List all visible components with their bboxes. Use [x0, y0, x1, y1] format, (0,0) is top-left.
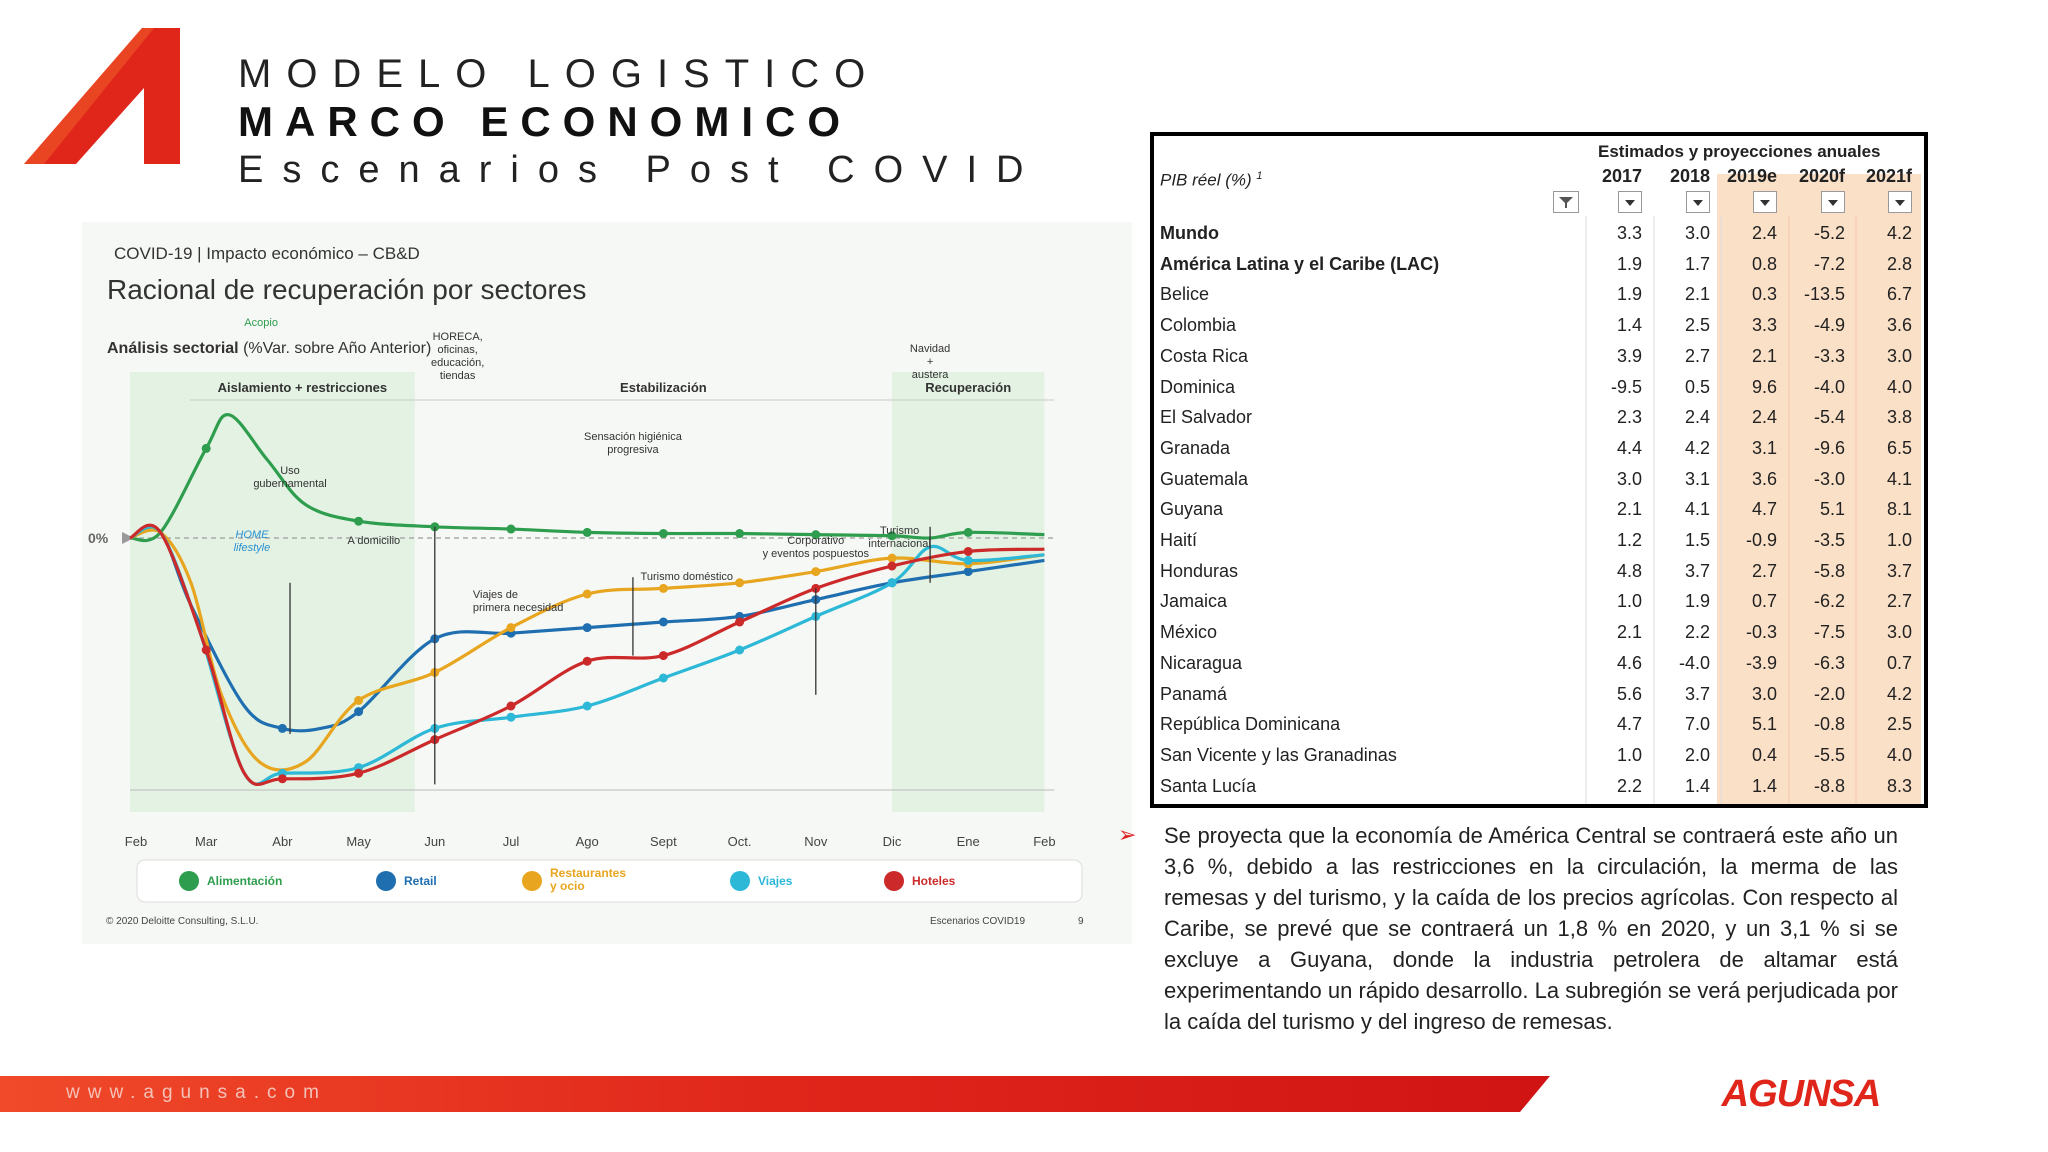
legend-swatch: [179, 871, 199, 891]
country-name: Belice: [1160, 284, 1210, 305]
table-row: [1154, 494, 1924, 525]
table-cell: 4.1: [1886, 468, 1912, 489]
country-name: Santa Lucía: [1160, 775, 1257, 796]
series-point: [507, 525, 516, 534]
table-row: [1154, 525, 1924, 556]
annotation-label: Viajes de primera necesidad: [472, 589, 564, 614]
analysis-rest: (%Var. sobre Año Anterior): [243, 340, 432, 357]
table-cell: 0.5: [1684, 376, 1710, 397]
chart-footer-page: 9: [1078, 916, 1084, 927]
series-point: [659, 584, 668, 593]
series-point: [354, 707, 363, 716]
table-cell: 3.7: [1684, 683, 1710, 704]
table-cell: 6.5: [1886, 437, 1912, 458]
column-dropdown-button[interactable]: [1686, 191, 1710, 213]
table-cell: -5.4: [1813, 407, 1845, 428]
table-cell: 3.0: [1684, 223, 1710, 243]
series-point: [507, 713, 516, 722]
series-point: [735, 578, 744, 587]
table-cell: -0.8: [1813, 714, 1845, 735]
table-cell: 3.0: [1616, 468, 1642, 489]
series-point: [964, 556, 973, 565]
table-cell: 4.6: [1616, 652, 1642, 673]
analysis-bold: Análisis sectorial: [107, 340, 239, 357]
table-row: [1154, 433, 1924, 464]
table-cell: 2.1: [1751, 345, 1777, 366]
table-row: [1154, 249, 1924, 280]
table-cell: 7.0: [1684, 714, 1710, 735]
table-cell: 1.4: [1616, 315, 1642, 336]
legend-label: Hoteles: [912, 874, 956, 888]
series-point: [278, 724, 287, 733]
arrow-bullet-icon: ➢: [1118, 822, 1137, 847]
country-name: Nicaragua: [1160, 652, 1243, 673]
table-row: [1154, 617, 1924, 648]
filter-dropdown-button[interactable]: [1553, 191, 1579, 213]
pib-footnote: 1: [1256, 170, 1263, 182]
table-cell: 4.7: [1751, 499, 1777, 520]
table-cell: 3.7: [1684, 560, 1710, 581]
country-name: México: [1160, 622, 1218, 643]
table-cell: 2.4: [1684, 407, 1710, 428]
year-header: 2017: [1601, 166, 1642, 186]
title-line-3: Escenarios Post COVID: [238, 149, 1043, 191]
table-row: [1154, 586, 1924, 617]
series-point: [583, 528, 592, 537]
table-cell: 0.4: [1751, 744, 1777, 765]
series-point: [888, 562, 897, 571]
pib-label-text: PIB réel (%): [1160, 170, 1252, 190]
table-cell: 3.6: [1751, 468, 1777, 489]
title-line-2: MARCO ECONOMICO: [238, 98, 852, 145]
table-cell: -6.3: [1813, 652, 1845, 673]
legend-label: Viajes: [758, 874, 793, 888]
table-cell: 2.2: [1684, 622, 1710, 643]
series-point: [507, 623, 516, 632]
table-cell: 2.2: [1616, 775, 1642, 796]
country-name: Costa Rica: [1160, 345, 1249, 366]
table-cell: -7.2: [1813, 253, 1845, 274]
table-row: [1154, 771, 1924, 802]
table-cell: 0.7: [1751, 591, 1777, 612]
country-name: Colombia: [1160, 315, 1237, 336]
table-cell: -3.5: [1813, 530, 1845, 550]
legend-label: Alimentación: [207, 874, 283, 888]
series-point: [278, 774, 287, 783]
table-row: [1154, 556, 1924, 587]
table-cell: 0.7: [1886, 652, 1912, 673]
table-cell: 4.2: [1886, 223, 1912, 243]
table-cell: 4.4: [1616, 437, 1642, 458]
table-row: [1154, 679, 1924, 710]
series-point: [964, 567, 973, 576]
column-dropdown-button[interactable]: [1888, 191, 1912, 213]
table-cell: 1.0: [1616, 591, 1642, 612]
gdp-table: [1150, 132, 1928, 808]
column-dropdown-button[interactable]: [1753, 191, 1777, 213]
year-header: 2018: [1669, 166, 1710, 186]
series-point: [735, 529, 744, 538]
table-cell: 1.9: [1684, 591, 1710, 612]
table-cell: -5.2: [1813, 223, 1845, 243]
country-name: República Dominicana: [1160, 714, 1341, 735]
table-cell: -9.5: [1610, 376, 1642, 397]
table-cell: 1.0: [1616, 744, 1642, 765]
series-point: [354, 517, 363, 526]
table-cell: 4.0: [1886, 744, 1912, 765]
table-pib-label: [1160, 170, 1263, 191]
table-cell: 3.1: [1751, 437, 1777, 458]
table-cell: -4.0: [1813, 376, 1845, 397]
series-point: [811, 567, 820, 576]
series-point: [202, 444, 211, 453]
table-cell: 2.1: [1684, 284, 1710, 305]
table-cell: 2.5: [1684, 315, 1710, 336]
series-point: [659, 674, 668, 683]
x-tick-label: Feb: [124, 834, 148, 849]
table-row: [1154, 464, 1924, 495]
table-cell: -13.5: [1803, 284, 1845, 305]
filter-icon: [1554, 192, 1578, 212]
table-cell: 3.3: [1616, 223, 1642, 243]
table-cell: -0.3: [1745, 622, 1777, 643]
country-name: Mundo: [1160, 223, 1219, 243]
table-cell: 3.8: [1886, 407, 1912, 428]
table-cell: 5.6: [1616, 683, 1642, 704]
table-cell: 5.1: [1819, 499, 1845, 520]
footer-url[interactable]: www.agunsa.com: [66, 1082, 327, 1103]
column-dropdown-button[interactable]: [1618, 191, 1642, 213]
x-tick-label: Sept: [650, 834, 677, 849]
table-row: [1154, 310, 1924, 341]
annotation-label: Uso gubernamental: [253, 465, 327, 490]
table-cell: 4.8: [1616, 560, 1642, 581]
legend-swatch: [376, 871, 396, 891]
series-point: [888, 554, 897, 563]
chart-footer-copyright: © 2020 Deloitte Consulting, S.L.U.: [106, 916, 259, 927]
series-point: [354, 696, 363, 705]
x-tick-label: Dic: [882, 834, 902, 849]
table-cell: -4.9: [1813, 315, 1845, 336]
table-cell: 4.1: [1684, 499, 1710, 520]
country-name: Jamaica: [1160, 591, 1228, 612]
table-cell: 1.4: [1684, 775, 1710, 796]
brand-text: AGUNSA: [1721, 1073, 1881, 1114]
x-tick-label: Feb: [1033, 834, 1056, 849]
table-row: [1154, 648, 1924, 679]
table-cell: -8.8: [1813, 775, 1845, 796]
legend-label: Retail: [404, 874, 437, 888]
country-name: Dominica: [1160, 376, 1236, 397]
table-row: [1154, 218, 1924, 249]
table-cell: 8.3: [1886, 775, 1912, 796]
table-cell: 3.1: [1684, 468, 1710, 489]
sector-recovery-chart-panel: [82, 222, 1132, 944]
year-header: 2020f: [1798, 166, 1845, 186]
x-tick-label: Ago: [575, 834, 599, 849]
table-cell: 2.7: [1886, 591, 1912, 612]
series-point: [659, 651, 668, 660]
annotation-label: Turismo internacional: [868, 525, 931, 550]
table-cell: -4.0: [1678, 652, 1710, 673]
annotation-label: Turismo doméstico: [640, 571, 734, 583]
x-tick-label: Ene: [956, 834, 980, 849]
table-cell: 4.0: [1886, 376, 1912, 397]
chart-subtitle: COVID-19 | Impacto económico – CB&D: [114, 244, 420, 263]
table-cell: 3.7: [1886, 560, 1912, 581]
year-header: 2019e: [1726, 166, 1777, 186]
phase-label: Estabilización: [620, 380, 707, 395]
series-point: [202, 646, 211, 655]
table-cell: 1.5: [1684, 530, 1710, 550]
table-cell: 5.1: [1751, 714, 1777, 735]
table-row: [1154, 402, 1924, 433]
column-dropdown-button[interactable]: [1821, 191, 1845, 213]
table-row: [1154, 341, 1924, 372]
table-cell: -0.9: [1745, 530, 1777, 550]
series-point: [583, 657, 592, 666]
table-cell: 1.4: [1751, 775, 1777, 796]
x-tick-label: Nov: [804, 834, 828, 849]
chart-title: Racional de recuperación por sectores: [107, 274, 587, 305]
table-cell: -3.3: [1813, 345, 1845, 366]
table-cell: 3.0: [1886, 345, 1912, 366]
country-name: Guyana: [1160, 499, 1224, 520]
table-cell: -5.8: [1813, 560, 1845, 581]
table-cell: 3.0: [1886, 622, 1912, 643]
legend-swatch: [522, 871, 542, 891]
table-row: [1154, 279, 1924, 310]
legend-swatch: [884, 871, 904, 891]
country-name: Honduras: [1160, 560, 1239, 581]
table-cell: 2.7: [1684, 345, 1710, 366]
annotation-label: A domicilio: [347, 535, 401, 547]
series-point: [888, 578, 897, 587]
annotation-label: Corporativo y eventos pospuestos: [762, 535, 870, 560]
x-tick-label: May: [346, 834, 371, 849]
table-cell: 2.4: [1751, 407, 1777, 428]
series-point: [735, 646, 744, 655]
series-point: [659, 529, 668, 538]
table-cell: 3.6: [1886, 315, 1912, 336]
series-point: [735, 618, 744, 627]
year-header: 2021f: [1865, 166, 1912, 186]
table-cell: 1.9: [1616, 253, 1642, 274]
table-cell: 1.7: [1684, 253, 1710, 274]
header-titles: [238, 52, 1042, 192]
series-point: [354, 769, 363, 778]
country-name: San Vicente y las Granadinas: [1160, 744, 1397, 765]
x-tick-label: Jul: [502, 834, 520, 849]
table-cell: 0.8: [1751, 253, 1777, 274]
annotation-label: Sensación higiénica progresiva: [583, 431, 682, 456]
table-cell: 1.9: [1616, 284, 1642, 305]
country-name: El Salvador: [1160, 407, 1253, 428]
table-cell: 1.0: [1886, 530, 1912, 550]
legend-label: Restaurantes y ocio: [550, 866, 627, 893]
x-tick-label: Abr: [272, 834, 293, 849]
table-cell: 4.2: [1886, 683, 1912, 704]
phase-bg-recuperacion: [892, 372, 1044, 812]
table-row: [1154, 740, 1924, 771]
country-name: Guatemala: [1160, 468, 1249, 489]
table-row: [1154, 709, 1924, 740]
table-cell: -3.0: [1813, 468, 1845, 489]
series-point: [583, 590, 592, 599]
table-cell: 0.3: [1751, 284, 1777, 305]
annotation-label: Navidad + austera: [909, 343, 951, 381]
table-cell: -9.6: [1813, 437, 1845, 458]
table-row: [1154, 372, 1924, 403]
x-tick-label: Jun: [424, 834, 446, 849]
commentary-paragraph: Se proyecta que la economía de América Central se contraerá este año un 3,6 %, debido a las restricciones en la circulación, la merma de las remesas y del turismo, y la caída de los precios agrícolas. Con respecto al Caribe, se prevé que se contraerá un 1,8 % en 2020, y un 3,1 % si se excluye a Guyana, donde la industria petrolera de altamar está experimentando un rápido desarrollo. La subregión se verá perjudicada por la caída del turismo y del ingreso de remesas.: [1164, 823, 1898, 1034]
phase-label: Aislamiento + restricciones: [217, 380, 388, 395]
country-name: Granada: [1160, 437, 1231, 458]
country-name: Panamá: [1160, 683, 1228, 704]
table-cell: 2.1: [1616, 499, 1642, 520]
annotation-label: HOME lifestyle: [233, 529, 271, 554]
table-cell: -2.0: [1813, 683, 1845, 704]
table-cell: -5.5: [1813, 744, 1845, 765]
table-cell: -7.5: [1813, 622, 1845, 643]
table-cell: 8.1: [1886, 499, 1912, 520]
table-cell: 2.5: [1886, 714, 1912, 735]
table-cell: 2.4: [1751, 223, 1777, 243]
series-point: [507, 702, 516, 711]
table-cell: 2.7: [1751, 560, 1777, 581]
table-title: Estimados y proyecciones anuales: [1598, 142, 1881, 161]
zero-label: 0%: [88, 530, 109, 546]
phase-bg-aislamiento: [130, 372, 415, 812]
country-name: América Latina y el Caribe (LAC): [1160, 253, 1440, 274]
table-cell: 1.2: [1616, 530, 1642, 550]
table-cell: 6.7: [1886, 284, 1912, 305]
agunsa-logo-icon: [24, 28, 184, 166]
title-line-1: MODELO LOGISTICO: [238, 52, 881, 96]
series-point: [964, 528, 973, 537]
series-point: [583, 702, 592, 711]
table-cell: 3.9: [1616, 345, 1642, 366]
annotation-label: Acopio: [244, 317, 278, 329]
chart-footer-source: Escenarios COVID19: [930, 916, 1026, 927]
series-point: [659, 618, 668, 627]
table-cell: 9.6: [1751, 376, 1777, 397]
table-cell: 2.8: [1886, 253, 1912, 274]
table-cell: 3.0: [1751, 683, 1777, 704]
table-cell: 2.0: [1684, 744, 1710, 765]
table-cell: 4.2: [1684, 437, 1710, 458]
phase-label: Recuperación: [925, 380, 1012, 395]
legend-swatch: [730, 871, 750, 891]
annotation-label: HORECA, oficinas, educación, tiendas: [431, 331, 485, 382]
series-point: [583, 623, 592, 632]
country-name: Haití: [1160, 530, 1198, 550]
agunsa-brand-logo: [1706, 1072, 1896, 1114]
x-tick-label: Mar: [195, 834, 218, 849]
table-cell: 2.3: [1616, 407, 1642, 428]
series-point: [964, 547, 973, 556]
table-cell: -3.9: [1745, 652, 1777, 673]
x-tick-label: Oct.: [727, 834, 752, 849]
table-cell: -6.2: [1813, 591, 1845, 612]
table-cell: 4.7: [1616, 714, 1642, 735]
sector-recovery-chart: [82, 222, 1132, 944]
table-cell: 2.1: [1616, 622, 1642, 643]
chart-analysis-label: [107, 340, 431, 358]
table-cell: 3.3: [1751, 315, 1777, 336]
